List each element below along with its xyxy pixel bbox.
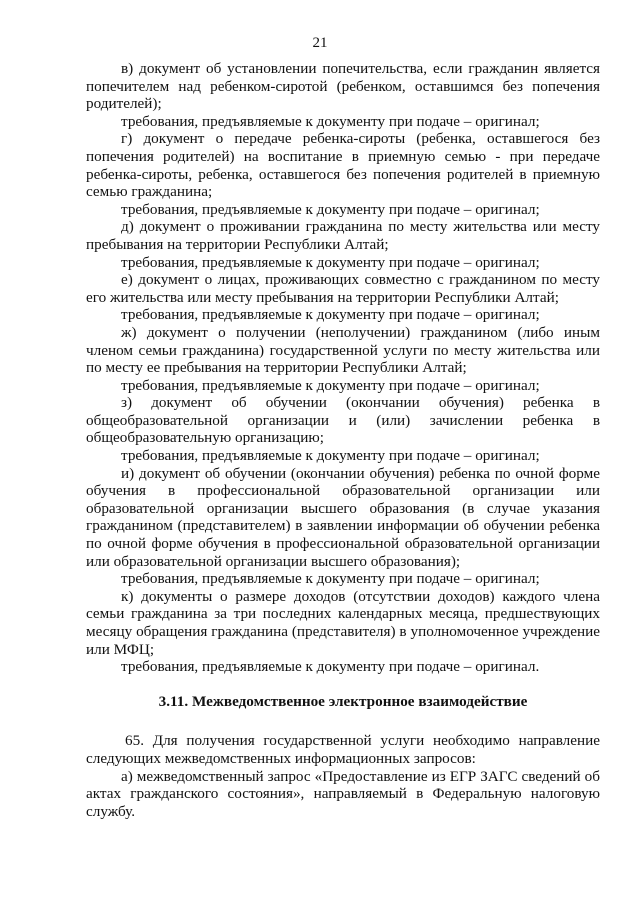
paragraph: требования, предъявляемые к документу при подаче – оригинал; [121, 112, 540, 130]
paragraph: е) документ о лицах, проживающих совместно с гражданином по месту его жительства или месту пребывания на территории Республики Алтай; [86, 271, 600, 306]
paragraph: требования, предъявляемые к документу при подаче – оригинал; [121, 306, 540, 324]
paragraph: в) документ об установлении попечительства, если гражданин является попечителем над ребенком-сиротой (ребенком, оставшимся без попечения родителей); [86, 60, 600, 113]
paragraph: д) документ о проживании гражданина по месту жительства или месту пребывания на территории Республики Алтай; [86, 218, 600, 253]
paragraph: требования, предъявляемые к документу при подаче – оригинал; [121, 447, 540, 465]
paragraph: а) межведомственный запрос «Предоставление из ЕГР ЗАГС сведений об актах гражданского состояния», направляемый в Федеральную налоговую службу. [86, 767, 600, 820]
section-heading: 3.11. Межведомственное электронное взаимодействие [158, 692, 528, 710]
paragraph: ж) документ о получении (неполучении) гражданином (либо иным членом семьи гражданина) государственной услуги по месту жительства или по месту ее пребывания на территории Республики Алтай; [86, 323, 600, 377]
paragraph: и) документ об обучении (окончании обучения) ребенка по очной форме обучения в профессиональной образовательной организации или образовательной организации высшего образования (в случае указания гражданином (представителем) в заявлении информации об обучении ребенка по очной форме обучения в профессиональной образовательной организации или образовательной организации высшего образования); [86, 464, 600, 570]
paragraph: г) документ о передаче ребенка-сироты (ребенка, оставшегося без попечения родителей) на воспитание в приемную семью - при передаче ребенка-сироты, ребенка, оставшегося без попечения родителей в приемную семью гражданина; [86, 130, 600, 201]
paragraph: 65. Для получения государственной услуги необходимо направление следующих межведомственных информационных запросов: [86, 732, 600, 767]
paragraph: к) документы о размере доходов (отсутствии доходов) каждого члена семьи гражданина за три последних календарных месяца, предшествующих месяцу обращения гражданина (представителя) в уполномоченное учреждение или МФЦ; [86, 587, 600, 658]
paragraph: требования, предъявляемые к документу при подаче – оригинал; [121, 570, 540, 588]
paragraph: требования, предъявляемые к документу при подаче – оригинал; [121, 253, 540, 271]
paragraph: требования, предъявляемые к документу при подаче – оригинал; [121, 376, 540, 394]
document-body [86, 60, 600, 820]
paragraph: требования, предъявляемые к документу при подаче – оригинал; [121, 200, 540, 218]
paragraph: з) документ об обучении (окончании обучения) ребенка в общеобразовательной организации и (или) зачислении ребенка в общеобразовательную организацию; [86, 394, 600, 447]
paragraph: требования, предъявляемые к документу при подаче – оригинал. [121, 658, 540, 676]
page-number: 21 [312, 35, 328, 51]
